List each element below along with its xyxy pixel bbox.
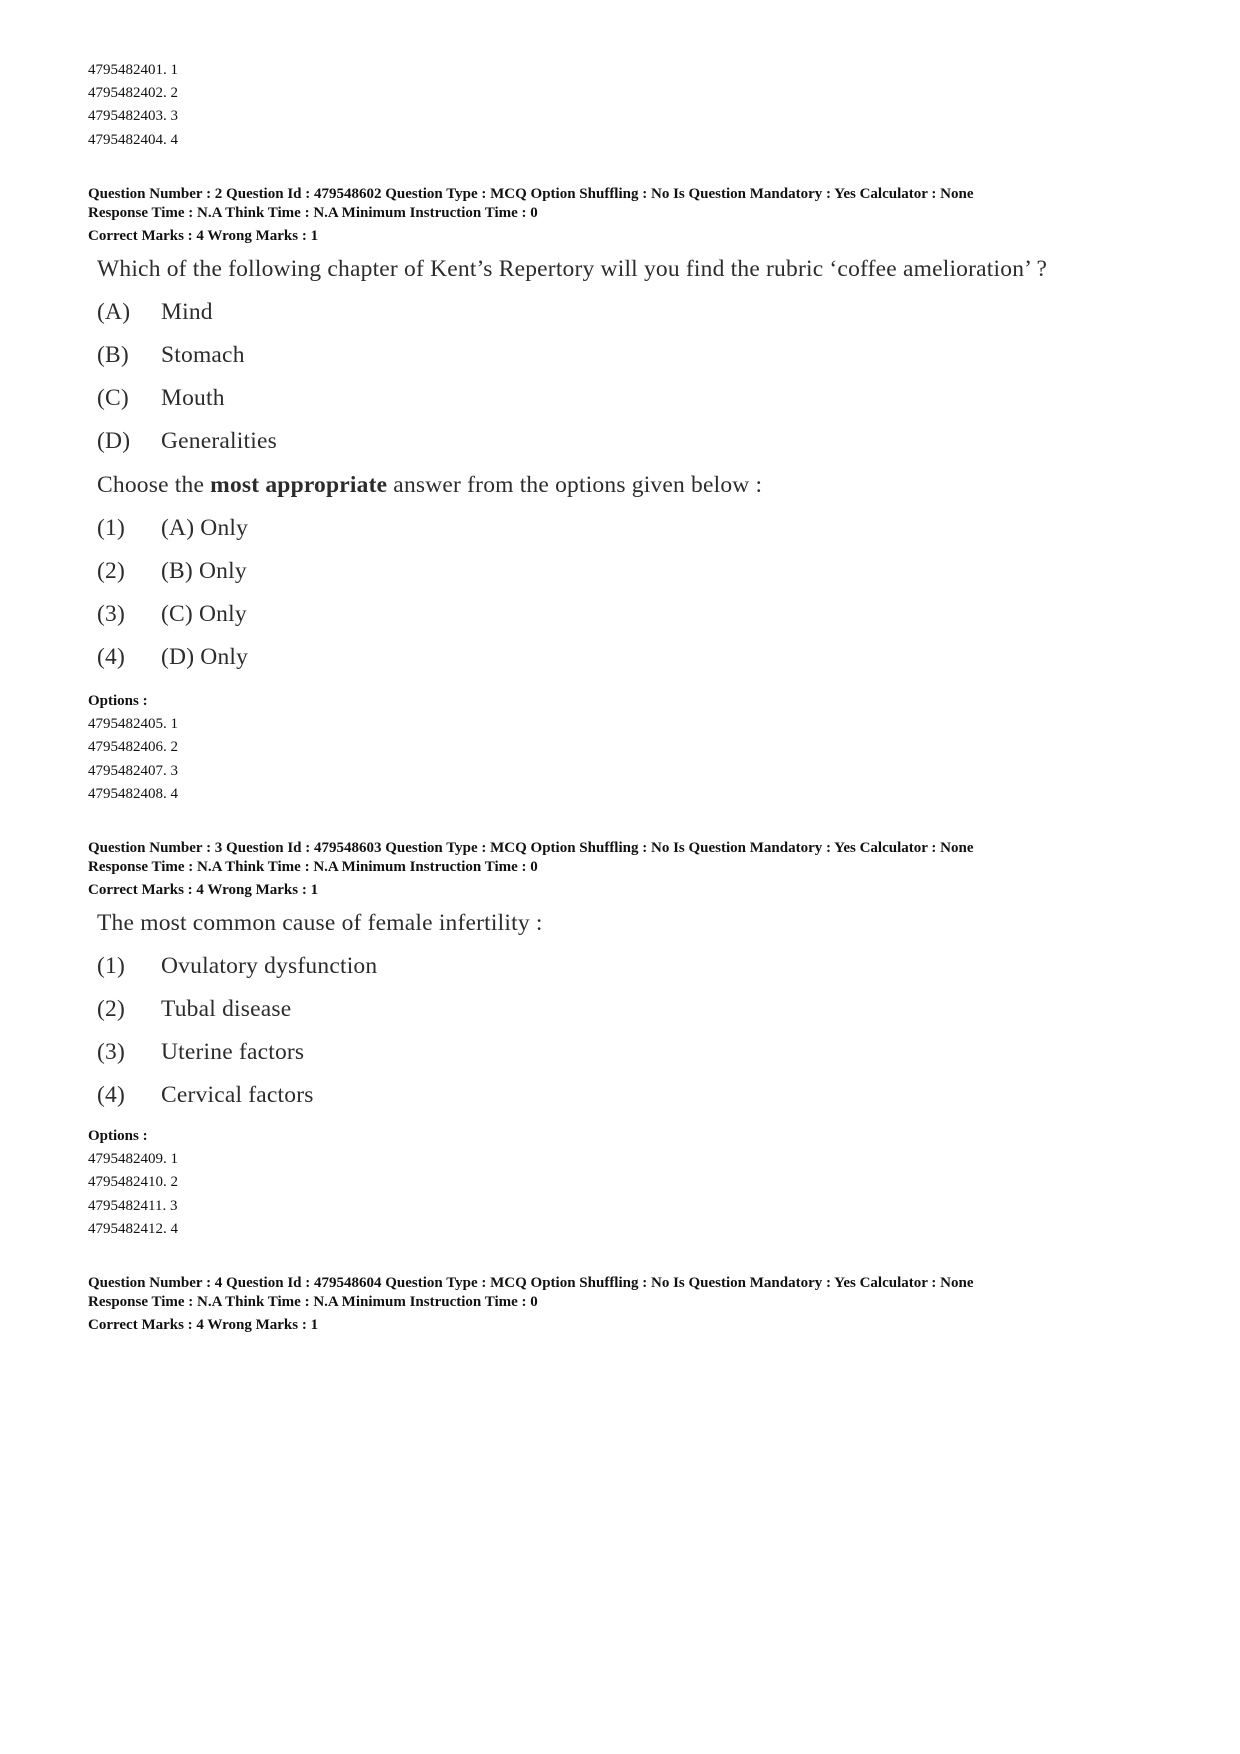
option-id: 4795482407. 3 <box>88 762 178 779</box>
q2-statement <box>97 299 213 326</box>
q2-marks: Correct Marks : 4 Wrong Marks : 1 <box>88 228 319 244</box>
q3-option-list <box>88 1125 178 1241</box>
answer-text: (C) Only <box>161 601 247 627</box>
answer-text: Tubal disease <box>161 996 292 1022</box>
statement-label: (D) <box>97 428 131 454</box>
option-id: 4795482408. 4 <box>88 785 178 802</box>
q2-answer <box>97 515 248 542</box>
option-id: 4795482406. 2 <box>88 739 178 756</box>
q2-meta-line2: Response Time : N.A Think Time : N.A Minimum Instruction Time : 0 <box>88 205 538 221</box>
option-id: 4795482410. 2 <box>88 1174 178 1191</box>
q4-marks: Correct Marks : 4 Wrong Marks : 1 <box>88 1317 319 1333</box>
answer-label: (2) <box>97 558 126 584</box>
statement-label: (C) <box>97 385 129 411</box>
q2-meta-line1: Question Number : 2 Question Id : 479548602 Question Type : MCQ Option Shuffling : No Is Question Mandatory : Yes Calculator : None <box>88 186 974 202</box>
statement-text: Mouth <box>161 385 225 411</box>
option-id: 4795482412. 4 <box>88 1220 178 1237</box>
answer-label: (3) <box>97 601 126 627</box>
answer-text: Cervical factors <box>161 1082 314 1108</box>
answer-text: (D) Only <box>161 644 249 670</box>
q1-option-list <box>88 59 178 152</box>
q2-statement <box>97 385 225 412</box>
q3-meta <box>88 839 973 900</box>
answer-label: (1) <box>97 515 126 541</box>
q3-marks: Correct Marks : 4 Wrong Marks : 1 <box>88 882 319 898</box>
statement-text: Mind <box>161 299 213 325</box>
q3-meta-line1: Question Number : 3 Question Id : 479548603 Question Type : MCQ Option Shuffling : No Is Question Mandatory : Yes Calculator : None <box>88 840 974 856</box>
options-label: Options : <box>88 693 148 709</box>
q2-meta <box>88 185 973 246</box>
statement-label: (B) <box>97 342 129 368</box>
answer-label: (3) <box>97 1039 126 1065</box>
q3-answer <box>97 1082 314 1109</box>
answer-text: (A) Only <box>161 515 249 541</box>
choose-bold: most appropriate <box>210 472 388 498</box>
option-id: 4795482411. 3 <box>88 1197 178 1214</box>
option-id: 4795482404. 4 <box>88 131 178 148</box>
q2-answer <box>97 644 248 671</box>
option-id: 4795482409. 1 <box>88 1151 178 1168</box>
q3-question: The most common cause of female infertility : <box>97 910 543 936</box>
answer-label: (4) <box>97 1082 126 1108</box>
q3-answer <box>97 953 377 980</box>
choose-pre: Choose the <box>97 472 211 498</box>
q2-statement <box>97 342 245 369</box>
option-id: 4795482403. 3 <box>88 108 178 125</box>
q2-statement <box>97 428 277 455</box>
answer-label: (4) <box>97 644 126 670</box>
q4-meta-line2: Response Time : N.A Think Time : N.A Minimum Instruction Time : 0 <box>88 1294 538 1310</box>
q4-meta <box>88 1274 973 1335</box>
q2-choose-instruction <box>97 472 762 499</box>
answer-text: Ovulatory dysfunction <box>161 953 378 979</box>
q2-option-list <box>88 690 178 806</box>
answer-label: (2) <box>97 996 126 1022</box>
option-id: 4795482405. 1 <box>88 716 178 733</box>
q3-meta-line2: Response Time : N.A Think Time : N.A Minimum Instruction Time : 0 <box>88 859 538 875</box>
options-label: Options : <box>88 1128 148 1144</box>
answer-text: (B) Only <box>161 558 247 584</box>
statement-text: Generalities <box>161 428 277 454</box>
q2-question: Which of the following chapter of Kent’s Repertory will you find the rubric ‘coffee amelioration’ ? <box>97 256 1048 282</box>
answer-label: (1) <box>97 953 126 979</box>
answer-text: Uterine factors <box>161 1039 305 1065</box>
statement-text: Stomach <box>161 342 245 368</box>
q2-answer <box>97 601 247 628</box>
option-id: 4795482401. 1 <box>88 62 178 78</box>
q2-answer <box>97 558 247 585</box>
q3-answer <box>97 1039 304 1066</box>
q4-meta-line1: Question Number : 4 Question Id : 479548604 Question Type : MCQ Option Shuffling : No Is Question Mandatory : Yes Calculator : None <box>88 1275 974 1291</box>
option-id: 4795482402. 2 <box>88 85 178 102</box>
statement-label: (A) <box>97 299 131 325</box>
choose-post: answer from the options given below : <box>387 472 763 498</box>
q3-answer <box>97 996 291 1023</box>
